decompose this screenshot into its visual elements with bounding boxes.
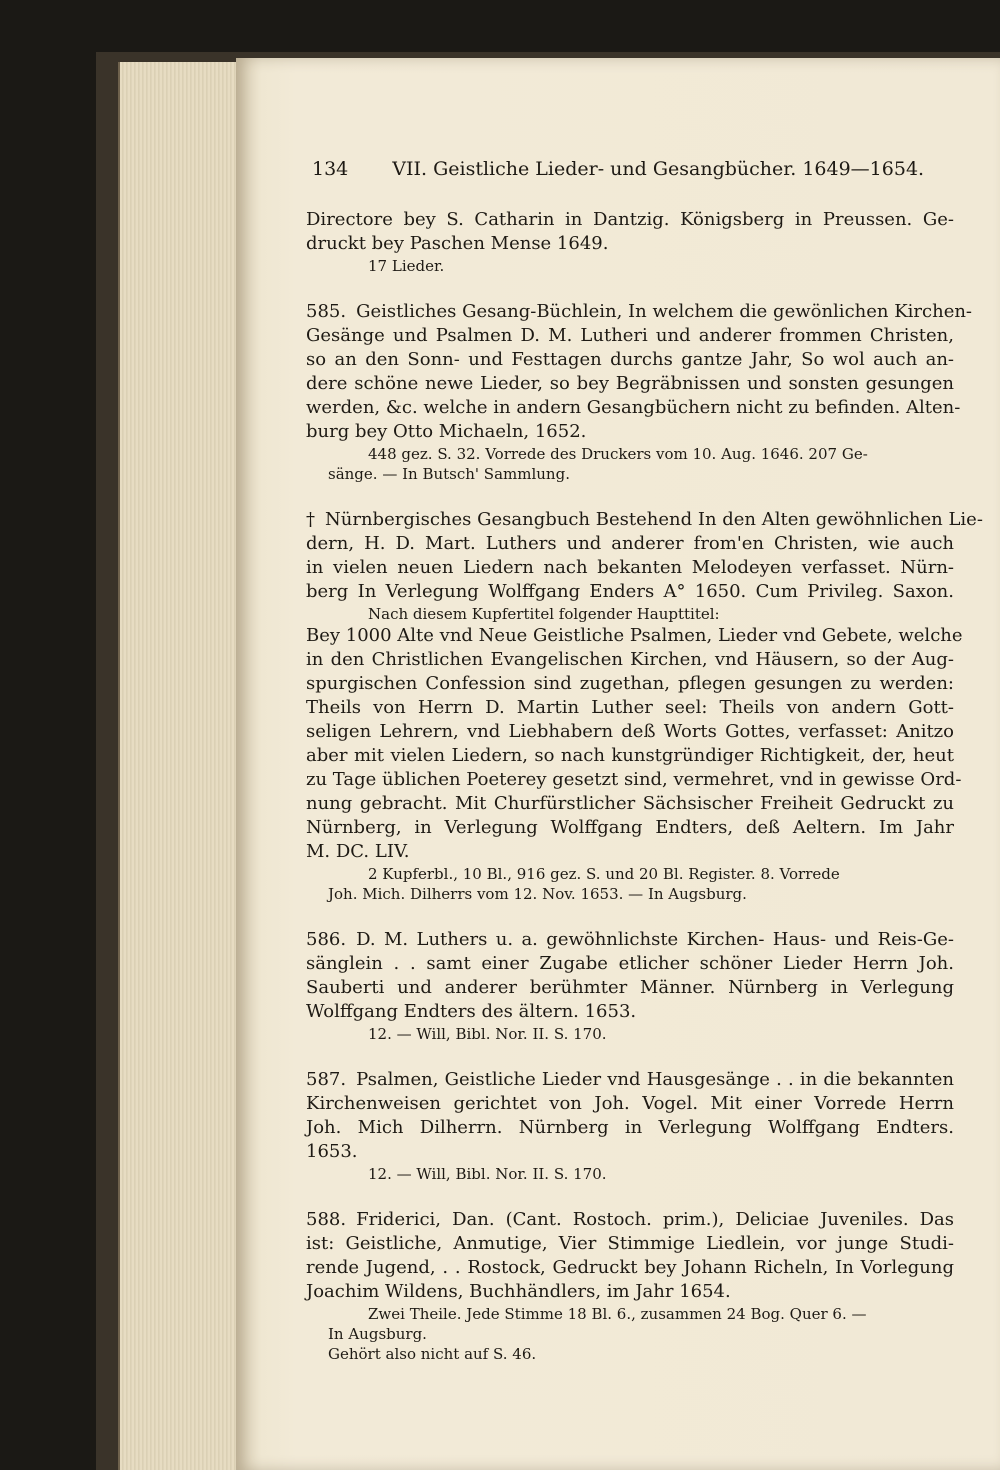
dagger-mark: † bbox=[306, 509, 315, 530]
entry-continuation bbox=[306, 208, 954, 276]
running-head bbox=[312, 158, 954, 180]
entry-number: 588. bbox=[306, 1209, 347, 1230]
entry-587 bbox=[306, 1068, 954, 1184]
note-line: 17 Lieder. bbox=[368, 257, 445, 275]
text-line: dern, H. D. Mart. Luthers und anderer from'en Christen, wie auch bbox=[306, 533, 954, 554]
entry-585 bbox=[306, 300, 973, 484]
text-line: zu Tage üblichen Poeterey gesetzt sind, vermehret, vnd in gewisse Ord- bbox=[306, 769, 962, 790]
note-line: 12. — Will, Bibl. Nor. II. S. 170. bbox=[368, 1165, 607, 1183]
text-line: in den Christlichen Evangelischen Kirchen, vnd Häusern, so der Aug- bbox=[306, 649, 954, 670]
text-line: so an den Sonn- und Festtagen durchs gantze Jahr, So wol auch an- bbox=[306, 349, 954, 370]
text-line: nung gebracht. Mit Churfürstlicher Sächsischer Freiheit Gedruckt zu bbox=[306, 793, 954, 814]
text-line: Geistliches Gesang-Büchlein, In welchem die gewönlichen Kirchen- bbox=[356, 301, 973, 322]
text-line: Directore bey S. Catharin in Dantzig. Königsberg in Preussen. Ge- bbox=[306, 209, 954, 230]
entry-586 bbox=[306, 928, 954, 1044]
entry-nuernbergisches-gesangbuch bbox=[306, 508, 983, 904]
text-line: Gesänge und Psalmen D. M. Lutheri und anderer frommen Christen, bbox=[306, 325, 954, 346]
note-line: sänge. — In Butsch' Sammlung. bbox=[328, 465, 570, 483]
page-content bbox=[306, 158, 983, 1388]
entry-588 bbox=[306, 1208, 954, 1364]
text-line: druckt bey Paschen Mense 1649. bbox=[306, 233, 609, 254]
note-line: 448 gez. S. 32. Vorrede des Druckers vom 10. Aug. 1646. 207 Ge- bbox=[368, 445, 868, 463]
text-line: aber mit vielen Liedern, so nach kunstgründiger Richtigkeit, der, heut bbox=[306, 745, 954, 766]
note-line: 2 Kupferbl., 10 Bl., 916 gez. S. und 20 Bl. Register. 8. Vorrede bbox=[368, 865, 840, 883]
note-line: Joh. Mich. Dilherrs vom 12. Nov. 1653. — In Augsburg. bbox=[328, 885, 747, 903]
note-line: 12. — Will, Bibl. Nor. II. S. 170. bbox=[368, 1025, 607, 1043]
page-number: 134 bbox=[312, 158, 349, 180]
note-line: In Augsburg. bbox=[328, 1325, 427, 1343]
running-title: VII. Geistliche Lieder- und Gesangbücher. 1649—1654. bbox=[392, 158, 925, 180]
text-line: Joh. Mich Dilherrn. Nürnberg in Verlegung Wolffgang Endters. bbox=[306, 1117, 954, 1138]
text-line: ist: Geistliche, Anmutige, Vier Stimmige Liedlein, vor junge Studi- bbox=[306, 1233, 954, 1254]
text-line: spurgischen Confession sind zugethan, pflegen gesungen zu werden: bbox=[306, 673, 954, 694]
text-line: Kirchenweisen gerichtet von Joh. Vogel. Mit einer Vorrede Herrn bbox=[306, 1093, 954, 1114]
text-line: Bey 1000 Alte vnd Neue Geistliche Psalmen, Lieder vnd Gebete, welche bbox=[306, 625, 963, 646]
text-line: 1653. bbox=[306, 1141, 358, 1162]
entry-number: 585. bbox=[306, 301, 347, 322]
text-line: Sauberti und anderer berühmter Männer. Nürnberg in Verlegung bbox=[306, 977, 954, 998]
text-line: Nürnbergisches Gesangbuch Bestehend In den Alten gewöhnlichen Lie- bbox=[325, 509, 983, 530]
text-line: dere schöne newe Lieder, so bey Begräbnissen und sonsten gesungen bbox=[306, 373, 954, 394]
subnote-line: Nach diesem Kupfertitel folgender Haupttitel: bbox=[368, 605, 720, 623]
text-line: D. M. Luthers u. a. gewöhnlichste Kirchen- Haus- und Reis-Ge- bbox=[356, 929, 954, 950]
entry-number: 587. bbox=[306, 1069, 347, 1090]
page-edges bbox=[118, 62, 250, 1470]
text-line: Friderici, Dan. (Cant. Rostoch. prim.), Deliciae Juveniles. Das bbox=[356, 1209, 954, 1230]
note-line: Gehört also nicht auf S. 46. bbox=[328, 1345, 537, 1363]
text-line: burg bey Otto Michaeln, 1652. bbox=[306, 421, 587, 442]
text-line: Psalmen, Geistliche Lieder vnd Hausgesänge . . in die bekannten bbox=[356, 1069, 954, 1090]
text-line: Theils von Herrn D. Martin Luther seel: Theils von andern Gott- bbox=[306, 697, 954, 718]
text-line: Nürnberg, in Verlegung Wolffgang Endters, deß Aeltern. Im Jahr bbox=[306, 817, 954, 838]
text-line: Joachim Wildens, Buchhändlers, im Jahr 1654. bbox=[306, 1281, 731, 1302]
note-line: Zwei Theile. Jede Stimme 18 Bl. 6., zusammen 24 Bog. Quer 6. — bbox=[368, 1305, 867, 1323]
text-line: seligen Lehrern, vnd Liebhabern deß Worts Gottes, verfasset: Anitzo bbox=[306, 721, 954, 742]
text-line: werden, &c. welche in andern Gesangbüchern nicht zu befinden. Alten- bbox=[306, 397, 961, 418]
text-line: Wolffgang Endters des ältern. 1653. bbox=[306, 1001, 637, 1022]
text-line: M. DC. LIV. bbox=[306, 841, 410, 862]
text-line: rende Jugend, . . Rostock, Gedruckt bey Johann Richeln, In Vorlegung bbox=[306, 1257, 954, 1278]
text-line: sänglein . . samt einer Zugabe etlicher schöner Lieder Herrn Joh. bbox=[306, 953, 954, 974]
text-line: in vielen neuen Liedern nach bekanten Melodeyen verfasset. Nürn- bbox=[306, 557, 954, 578]
text-line: berg In Verlegung Wolffgang Enders A° 1650. Cum Privileg. Saxon. bbox=[306, 581, 954, 602]
entry-number: 586. bbox=[306, 929, 347, 950]
